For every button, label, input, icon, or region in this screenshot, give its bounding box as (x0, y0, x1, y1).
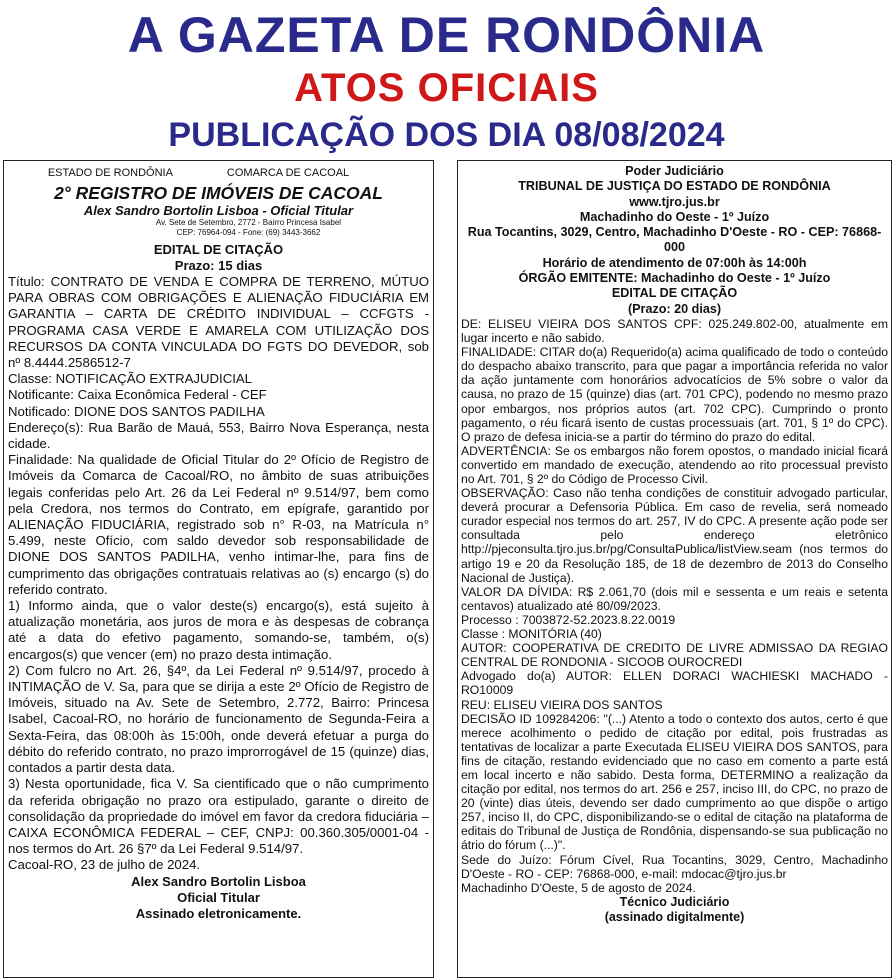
paragraph: OBSERVAÇÃO: Caso não tenha condições de constituir advogado particular, deverá procurar a Defensoria Pública. Em caso de revelia, será nomeado curador especial nos termos do art. 257, IV do CPC. A presente ação pode ser consultada pelo endereço eletrônico http://pjeconsulta.tjro.jus.br/pg/ConsultaPublica/listView.seam (nos termos do artigo 19 e 20 da Resolução 185, de 18 de dezembro de 2013 do Conselho Nacional de Justiça). (461, 486, 888, 585)
paragraph: Classe: NOTIFICAÇÃO EXTRAJUDICIAL (8, 371, 253, 387)
signature-note: (assinado digitalmente) (604, 909, 745, 924)
right-notice (457, 160, 892, 978)
court-header (461, 164, 888, 317)
masthead (0, 0, 893, 160)
paragraph: Sede do Juízo: Fórum Cível, Rua Tocantins, 3029, Centro, Machadinho D'Oeste - RO - CEP: 76868-000, e-mail: mdocac@tjro.jus.br (461, 852, 888, 881)
header-line: www.tjro.jus.br (629, 194, 720, 209)
edital-heading: EDITAL DE CITAÇÃO (153, 242, 284, 257)
paragraph: Advogado do(a) AUTOR: ELLEN DORACI WACHIESKI MACHADO - RO10009 (461, 669, 888, 698)
paragraph: Endereço(s): Rua Barão de Mauá, 553, Bairro Nova Esperança, nesta cidade. (8, 419, 429, 452)
paragraph: VALOR DA DÍVIDA: R$ 2.061,70 (dois mil e sessenta e um reais e setenta centavos) atualizado até 80/09/2023. (461, 584, 888, 613)
paragraph: Notificado: DIONE DOS SANTOS PADILHA (8, 403, 265, 419)
paragraph: ADVERTÊNCIA: Se os embargos não forem opostos, o mandado inicial ficará convertido em mandado de execução, atendendo ao rito processual previsto no Art. 701, § 2º do Código de Processo Civil. (461, 443, 888, 486)
paragraph: FINALIDADE: CITAR do(a) Requerido(a) acima qualificado de todo o conteúdo do despacho abaixo transcrito, para que pagar a importância referida no valor da ação juntamente com honorários advocatícios de 5% sobre o valor da causa, no prazo de 15 (quinze) dias (art. 701 CPC), podendo no mesmo prazo opor embargos, nos próprios autos (art. 702 CPC). Cumprindo o pronto pagamento, o réu ficará isento de custas processuais (art. 701, § 1º do CPC). O prazo de defesa inicia-se a partir do término do prazo do edital. (461, 345, 888, 444)
paragraph: Processo : 7003872-52.2023.8.22.0019 (461, 612, 676, 627)
paragraph: 2) Com fulcro no Art. 26, §4º, da Lei Federal nº 9.514/97, procedo à INTIMAÇÃO de V. Sa, para que se dirija a este 2º Ofício de Registro de Imóveis, situado na Av. Sete de Setembro, 2.772, Bairro: Princesa Isabel, Cacoal-RO, no horário de funcionamento de Segunda-Feira a Sexta-Feira, das 08:00h às 15:00h, onde deverá efetuar a purga do débito do referido contrato, no prazo improrrogável de 15 (quinze) dias, contados a partir desta data. (8, 662, 429, 776)
comarca-label: COMARCA DE CACOAL (226, 167, 350, 179)
officer-name: Alex Sandro Bortolin Lisboa - Oficial Titular (83, 203, 354, 218)
registry-contact: CEP: 76964-094 - Fone: (69) 3443-3662 (176, 228, 321, 237)
paragraph: Cacoal-RO, 23 de julho de 2024. (8, 857, 201, 873)
paragraph: REU: ELISEU VIEIRA DOS SANTOS (461, 697, 663, 712)
court-signature (461, 895, 888, 925)
signature-note: Assinado eletronicamente. (135, 905, 302, 921)
newspaper-title: A GAZETA DE RONDÔNIA (127, 7, 766, 63)
paragraph: DECISÃO ID 109284206: "(...) Atento a todo o contexto dos autos, certo é que merece acolhimento o pedido de citação por edital, pois frustradas as tentativas de localizar a parte Executada ELISEU VIEIRA DOS SANTOS, para fins de citação, restando evidenciado que no caso em comento a parte está em local incerto e não sabido. Desta forma, DETERMINO a realização da citação por edital, nos termos do art. 256 e 257, inciso III, do CPC, no prazo de 20 (vinte) dias úteis, devendo ser dado cumprimento ao que dispõe o artigo 257, inciso II, do CPC, disponibilizando-se o edital de citação na plataforma de editais do Tribunal de Justiça de Rondônia, dispensando-se sua publicação no átrio do fórum (...)". (461, 711, 888, 853)
header-line: Machadinho do Oeste - 1º Juízo (579, 209, 770, 224)
signer-name: Alex Sandro Bortolin Lisboa (131, 873, 306, 889)
header-line: TRIBUNAL DE JUSTIÇA DO ESTADO DE RONDÔNIA (518, 179, 831, 194)
registry-address: Av. Sete de Setembro, 2772 - Bairro Princesa Isabel (155, 218, 342, 227)
paragraph: Título: CONTRATO DE VENDA E COMPRA DE TERRENO, MÚTUO PARA OBRAS COM OBRIGAÇÕES E ALIENAÇÃO FIDUCIÁRIA EM GARANTIA – CARTA DE CRÉDITO INDIVIDUAL – CCFGTS - PROGRAMA CASA VERDE E AMARELA COM UTILIZAÇÃO DOS RECURSOS DA CONTA VINCULADA DO FGTS DO DEVEDOR, sob nº 8.4444.2586512-7 (8, 274, 429, 371)
signature-block (8, 874, 429, 922)
paragraph: Machadinho D'Oeste, 5 de agosto de 2024. (461, 880, 696, 895)
header-line: ÓRGÃO EMITENTE: Machadinho do Oeste - 1º Juízo (518, 271, 831, 286)
paragraph: AUTOR: COOPERATIVA DE CREDITO DE LIVRE ADMISSAO DA REGIAO CENTRAL DE RONDONIA - SICOOB OUROCREDI (461, 641, 888, 670)
section-title: ATOS OFICIAIS (294, 66, 599, 110)
left-notice (3, 160, 434, 978)
signer-role: Técnico Judiciário (619, 894, 730, 909)
registry-name: 2° REGISTRO DE IMÓVEIS DE CACOAL (54, 183, 383, 203)
header-line: Horário de atendimento de 07:00h às 14:00h (542, 255, 807, 270)
paragraph: Notificante: Caixa Econômica Federal - CEF (8, 387, 267, 403)
court-notice-body (461, 317, 888, 895)
publication-date: PUBLICAÇÃO DOS DIA 08/08/2024 (168, 116, 725, 154)
header-line: EDITAL DE CITAÇÃO (611, 286, 738, 301)
notice-body (8, 274, 429, 874)
paragraph: DE: ELISEU VIEIRA DOS SANTOS CPF: 025.249.802-00, atualmente em lugar incerto e não sabido. (461, 316, 888, 346)
header-line: (Prazo: 20 dias) (627, 301, 722, 316)
paragraph: 3) Nesta oportunidade, fica V. Sa cientificado que o não cumprimento da referida obrigação no prazo ora estipulado, garante o direito de consolidação da propriedade do imóvel em favor da credora fiduciária – CAIXA ECONÔMICA FEDERAL – CEF, CNPJ: 00.360.305/0001-04 - nos termos do Art. 26 §7º da Lei Federal 9.514/97. (8, 776, 429, 857)
prazo-heading: Prazo: 15 dias (174, 258, 263, 273)
paragraph: Classe : MONITÓRIA (40) (461, 627, 602, 642)
paragraph: Finalidade: Na qualidade de Oficial Titular do 2º Ofício de Registro de Imóveis da Comarca de Cacoal/RO, no âmbito de suas atribuições legais conferidas pelo Art. 26 da Lei Federal nº 9.514/97, bem como pela Credora, nos termos do Contrato, em epígrafe, garantido por ALIENAÇÃO FIDUCIÁRIA, registrado sob n° R-03, na Matrícula n° 5.499, neste Ofício, com saldo devedor sob responsabilidade de DIONE DOS SANTOS PADILHA, venho intimar-lhe, para fins de cumprimento das obrigações contratuais relativas ao (s) encargo (s) do referido contrato. (8, 452, 429, 597)
estado-label: ESTADO DE RONDÔNIA (47, 167, 173, 179)
signer-role: Oficial Titular (177, 889, 260, 905)
header-line: Poder Judiciário (625, 164, 724, 178)
paragraph: 1) Informo ainda, que o valor deste(s) encargo(s), está sujeito à atualização monetária, aos juros de mora e às despesas de cobrança até a data do efetivo pagamento, somando-se, também, o(s) encargos(s) que vencer (em) no prazo desta intimação. (8, 598, 429, 662)
header-line: Rua Tocantins, 3029, Centro, Machadinho D'Oeste - RO - CEP: 76868-000 (467, 225, 882, 255)
